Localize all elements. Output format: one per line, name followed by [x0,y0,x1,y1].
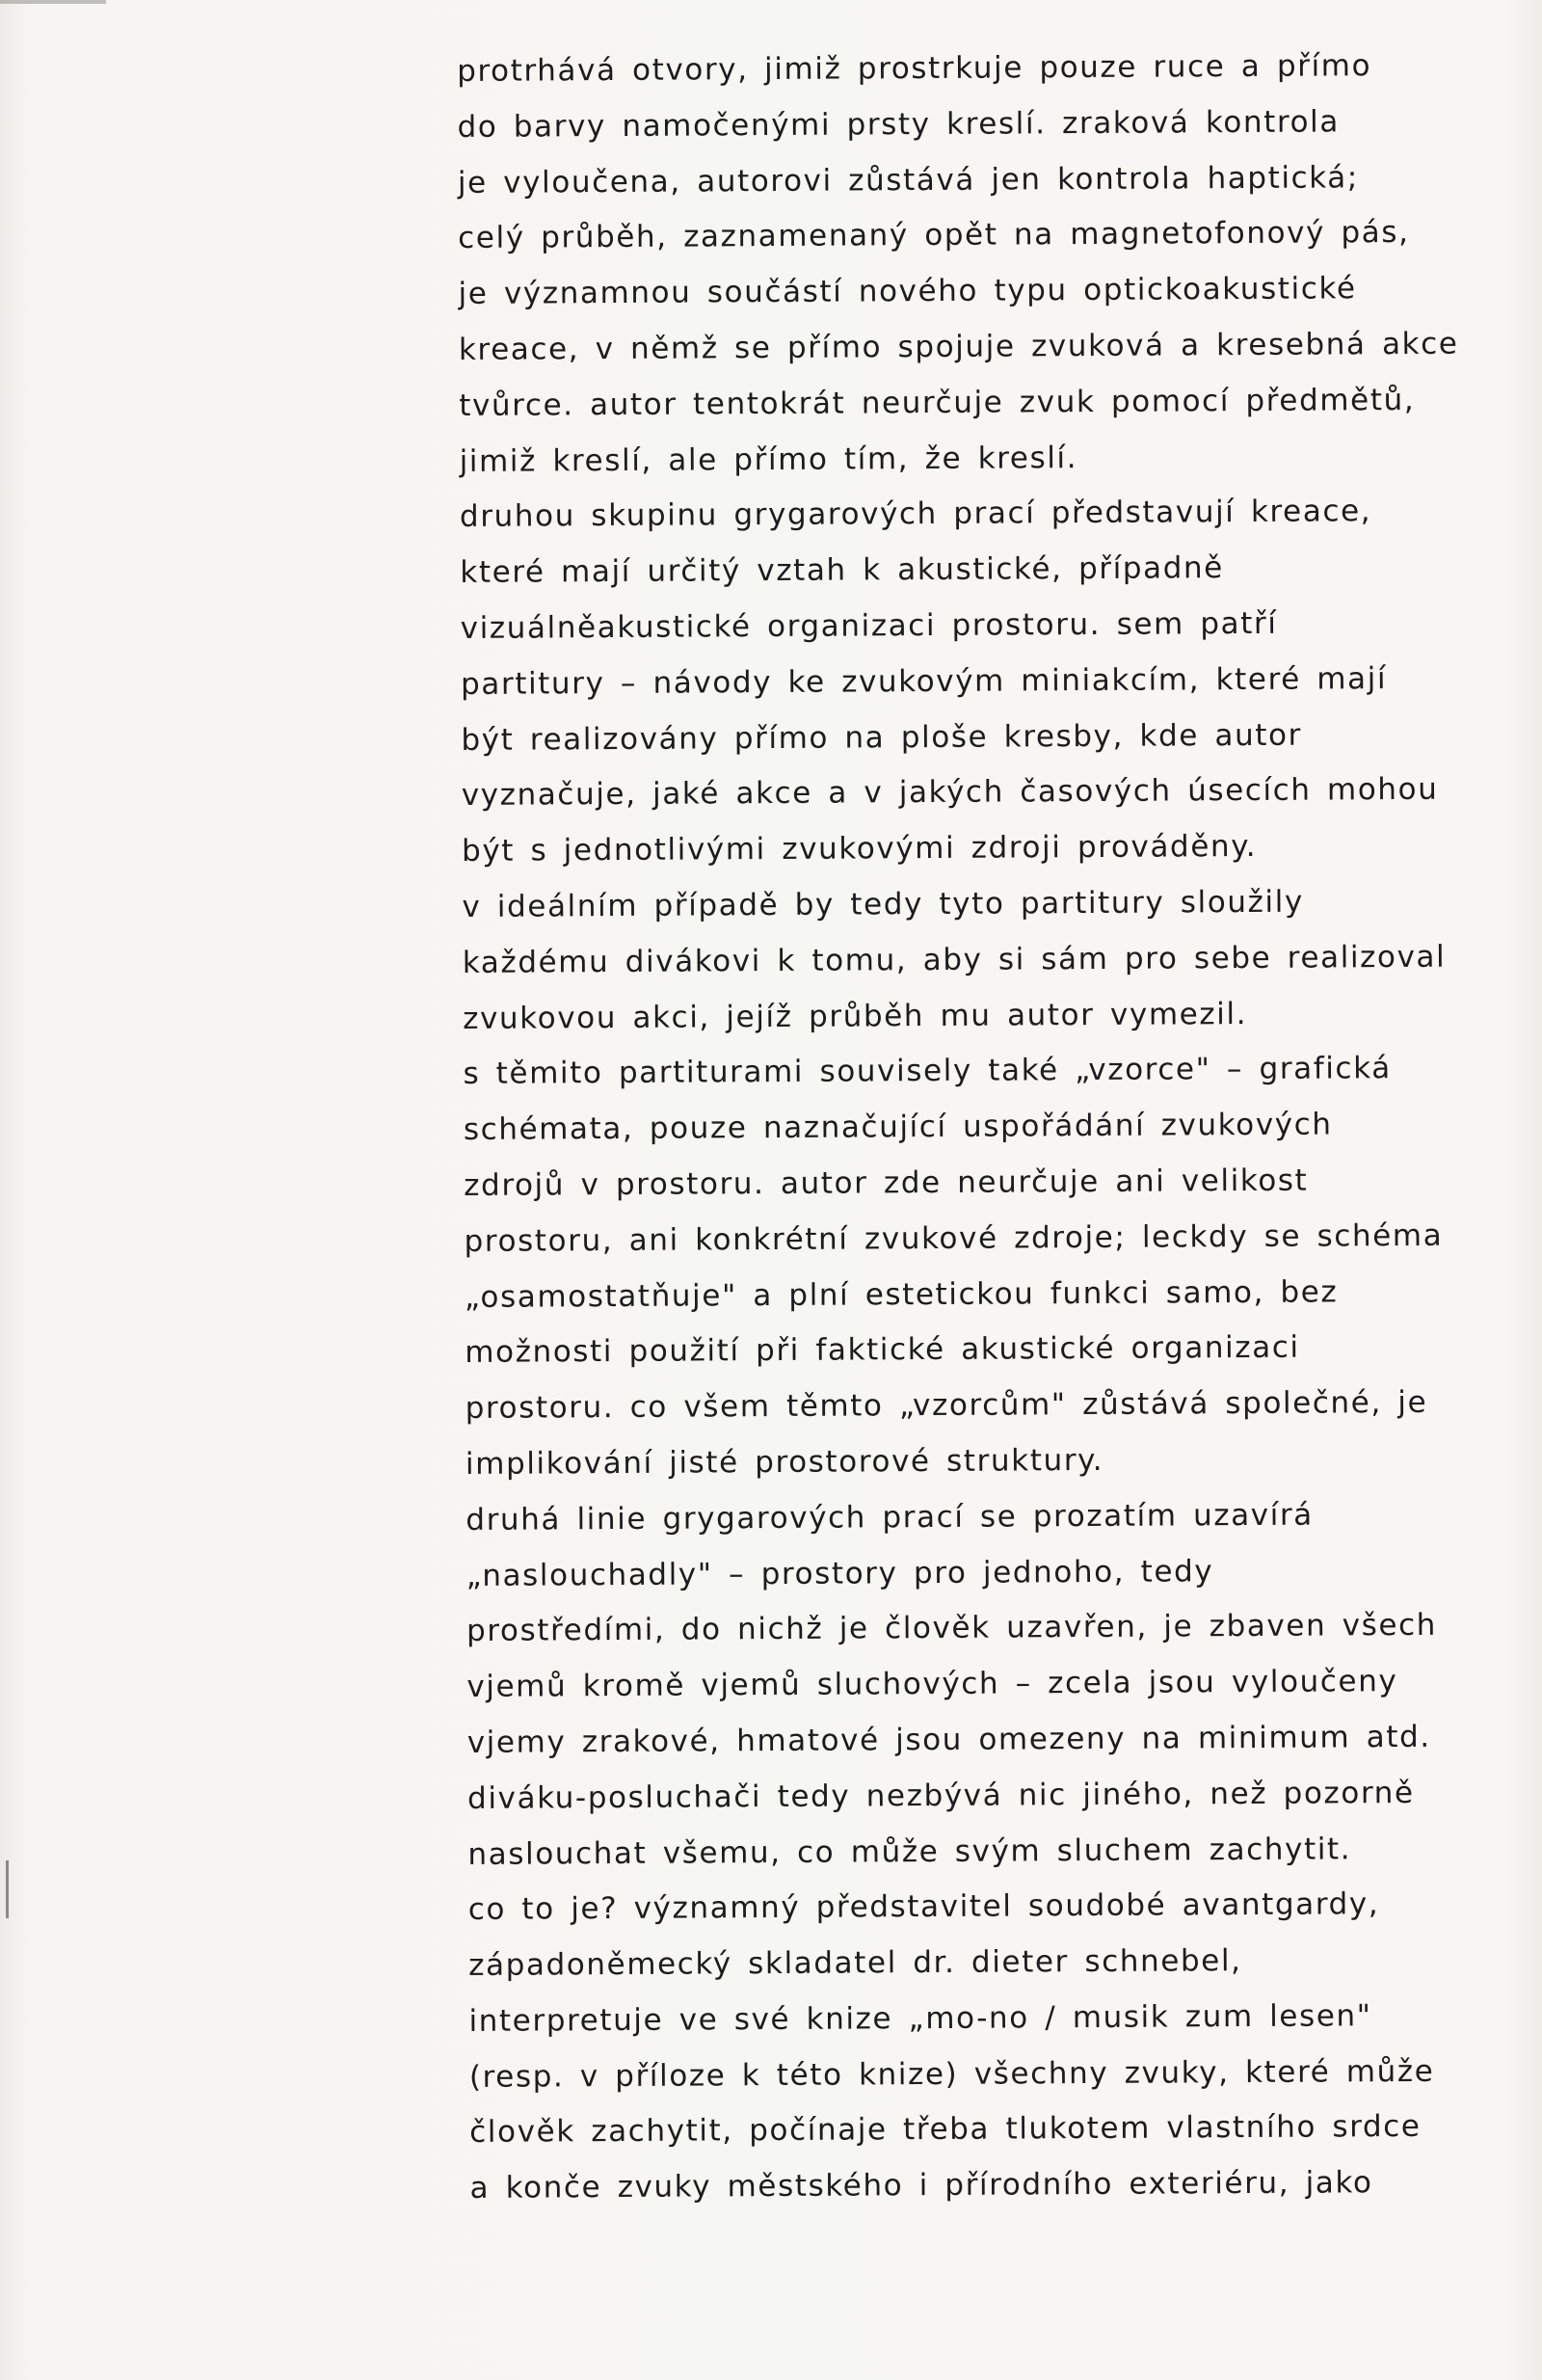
text-line: diváku-posluchači tedy nezbývá nic jiného, než pozorně [467,1775,1415,1816]
text-line: tvůrce. autor tentokrát neurčuje zvuk pomocí předmětů, [459,382,1416,423]
text-line: být realizovány přímo na ploše kresby, kde autor [461,717,1303,758]
text-line: do barvy namočenými prsty kreslí. zraková kontrola [457,104,1341,145]
text-line: protrhává otvory, jimiž prostrkuje pouze ruce a přímo [457,48,1372,89]
text-line: vizuálněakustické organizaci prostoru. sem patří [460,605,1278,646]
text-line: celý průběh, zaznamenaný opět na magnetofonový pás, [458,215,1410,256]
text-line: kreace, v němž se přímo spojuje zvuková a kresebná akce [458,326,1459,367]
text-line: a konče zvuky městského i přírodního exteriéru, jako [469,2165,1373,2206]
body-text [457,39,1492,2218]
text-line: interpretuje ve své knize „mo-no / musik zum lesen" [468,1998,1372,2039]
text-line: člověk zachytit, počínaje třeba tlukotem vlastního srdce [469,2109,1422,2151]
text-line: je významnou součástí nového typu optickoakustické [458,271,1357,312]
text-line: prostoru, ani konkrétní zvukové zdroje; leckdy se schéma [464,1217,1444,1259]
text-line: „naslouchadly" – prostory pro jednoho, tedy [465,1553,1214,1593]
text-line: každému divákovi k tomu, aby si sám pro sebe realizoval [462,939,1447,980]
binding-mark [6,1860,9,1918]
text-line: zvukovou akci, jejíž průběh mu autor vymezil. [463,996,1248,1036]
text-line: (resp. v příloze k této knize) všechny zvuky, které může [468,2053,1435,2095]
text-line: s těmito partiturami souvisely také „vzorce" – grafická [463,1051,1392,1092]
text-line: vjemy zrakové, hmatové jsou omezeny na minimum atd. [466,1719,1431,1760]
text-line: vyznačuje, jaké akce a v jakých časových úsecích mohou [461,772,1439,814]
text-line: implikování jisté prostorové struktury. [465,1442,1104,1482]
text-line: schémata, pouze naznačující uspořádání zvukových [463,1107,1333,1148]
text-line: prostoru. co všem těmto „vzorcům" zůstává společné, je [465,1384,1428,1427]
text-line: naslouchat všemu, co může svým sluchem zachytit. [467,1831,1352,1872]
text-line: v ideálním případě by tedy tyto partitury sloužily [462,884,1304,924]
text-line: možnosti použití při faktické akustické organizaci [465,1330,1300,1371]
text-line: partitury – návody ke zvukovým miniakcím, které mají [460,660,1388,702]
text-line: jimiž kreslí, ale přímo tím, že kreslí. [459,440,1078,479]
text-line: být s jednotlivými zvukovými zdroji prováděny. [462,829,1258,869]
text-line: vjemů kromě vjemů sluchových – zcela jsou vyloučeny [466,1664,1398,1705]
text-line: západoněmecký skladatel dr. dieter schnebel, [468,1943,1242,1984]
text-line: co to je? významný představitel soudobé avantgardy, [467,1886,1380,1928]
text-line: které mají určitý vztah k akustické, případně [460,550,1225,591]
text-line: druhou skupinu grygarových prací představují kreace, [459,494,1372,535]
text-line: je vyloučena, autorovi zůstává jen kontrola haptická; [457,159,1360,201]
text-line: prostředími, do nichž je člověk uzavřen, je zbaven všech [465,1608,1438,1649]
page-edge-mark [0,0,106,4]
text-line: zdrojů v prostoru. autor zde neurčuje ani velikost [464,1163,1309,1203]
text-line: druhá linie grygarových prací se prozatím uzavírá [465,1497,1314,1538]
text-line: „osamostatňuje" a plní estetickou funkci samo, bez [464,1273,1339,1315]
